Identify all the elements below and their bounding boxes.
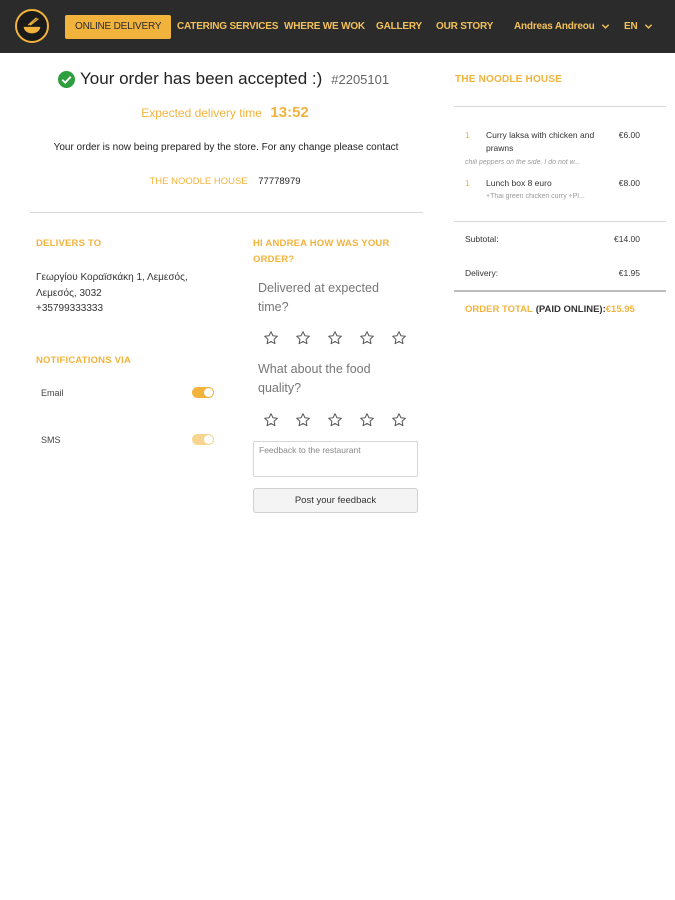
email-label: Email [41,388,64,398]
item-quantity: 1 [465,178,470,188]
top-navbar [0,0,675,53]
nav-catering-services[interactable]: CATERING SERVICES [177,21,279,32]
store-phone[interactable]: 77778979 [258,176,301,187]
notifications-heading: NOTIFICATIONS VIA [36,355,132,366]
divider [454,106,666,107]
item-quantity: 1 [465,130,470,140]
divider [454,290,666,292]
item-note: chili peppers on the side. I do not w... [465,159,581,166]
email-toggle[interactable] [192,387,214,398]
order-total [465,304,635,315]
toggle-knob [204,388,213,397]
toggle-knob [204,435,213,444]
status-title: Your order has been accepted :) [80,69,323,88]
nav-gallery[interactable]: GALLERY [376,21,423,32]
language-label: EN [624,21,638,32]
star-icon[interactable] [295,330,311,346]
order-number: #2205101 [331,71,390,87]
chevron-down-icon [601,22,610,31]
star-icon[interactable] [263,330,279,346]
user-name: Andreas Andreou [514,21,595,32]
address-line-1: Γεωργίου Κοραϊσκάκη 1, Λεμεσός, [36,272,188,283]
order-total-value: €15.95 [605,304,635,315]
bowl-icon [21,15,43,37]
divider [454,221,666,222]
star-icon[interactable] [391,330,407,346]
item-name: Curry laksa with chicken and prawns [486,130,595,153]
item-price: €6.00 [618,130,640,140]
prepared-message: Your order is now being prepared by the store. For any change please contact [53,142,399,153]
delivers-to-heading: DELIVERS TO [36,238,102,249]
item-price: €8.00 [618,178,640,188]
chevron-down-icon [644,22,653,31]
star-icon[interactable] [263,412,279,428]
sms-label: SMS [41,435,61,445]
delivery-time-rating [263,330,423,346]
order-total-paid-label: (PAID ONLINE): [535,304,606,315]
star-icon[interactable] [327,412,343,428]
subtotal-label: Subtotal: [465,234,499,244]
order-total-label: ORDER TOTAL [465,304,533,315]
nav-online-delivery[interactable]: ONLINE DELIVERY [65,15,171,39]
check-circle-icon [58,71,75,88]
expected-delivery-time: 13:52 [270,104,309,121]
item-name: Lunch box 8 euro [486,178,552,188]
nav-our-story[interactable]: OUR STORY [436,21,494,32]
star-icon[interactable] [391,412,407,428]
delivery-fee-label: Delivery: [465,268,499,278]
noodle-house-logo[interactable] [15,9,49,43]
sms-toggle[interactable] [192,434,214,445]
item-note: +Thai green chicken curry +Pl... [486,193,585,200]
expected-delivery [0,104,450,122]
store-contact [0,176,450,187]
delivery-fee-value: €1.95 [618,268,640,278]
post-feedback-button[interactable]: Post your feedback [253,488,418,513]
star-icon[interactable] [295,412,311,428]
address-phone: +35799333333 [36,303,104,314]
feedback-heading: HI ANDREA HOW WAS YOUR ORDER? [253,238,390,265]
feedback-input[interactable] [253,441,418,477]
divider [30,212,423,213]
address-line-2: Λεμεσός, 3032 [36,287,102,299]
expected-delivery-label: Expected delivery time [141,106,262,120]
order-status [58,68,389,90]
star-icon[interactable] [359,330,375,346]
summary-restaurant-name: THE NOODLE HOUSE [455,74,563,85]
nav-where-we-wok[interactable]: WHERE WE WOK [284,21,365,32]
store-name: THE NOODLE HOUSE [149,176,248,187]
subtotal-value: €14.00 [614,234,640,244]
delivery-address [36,270,226,317]
star-icon[interactable] [327,330,343,346]
user-menu[interactable] [514,15,610,39]
language-menu[interactable] [624,15,653,39]
question-food-quality: What about the food quality? [258,362,371,395]
question-delivered-on-time: Delivered at expected time? [258,281,379,314]
food-quality-rating [263,412,423,428]
star-icon[interactable] [359,412,375,428]
